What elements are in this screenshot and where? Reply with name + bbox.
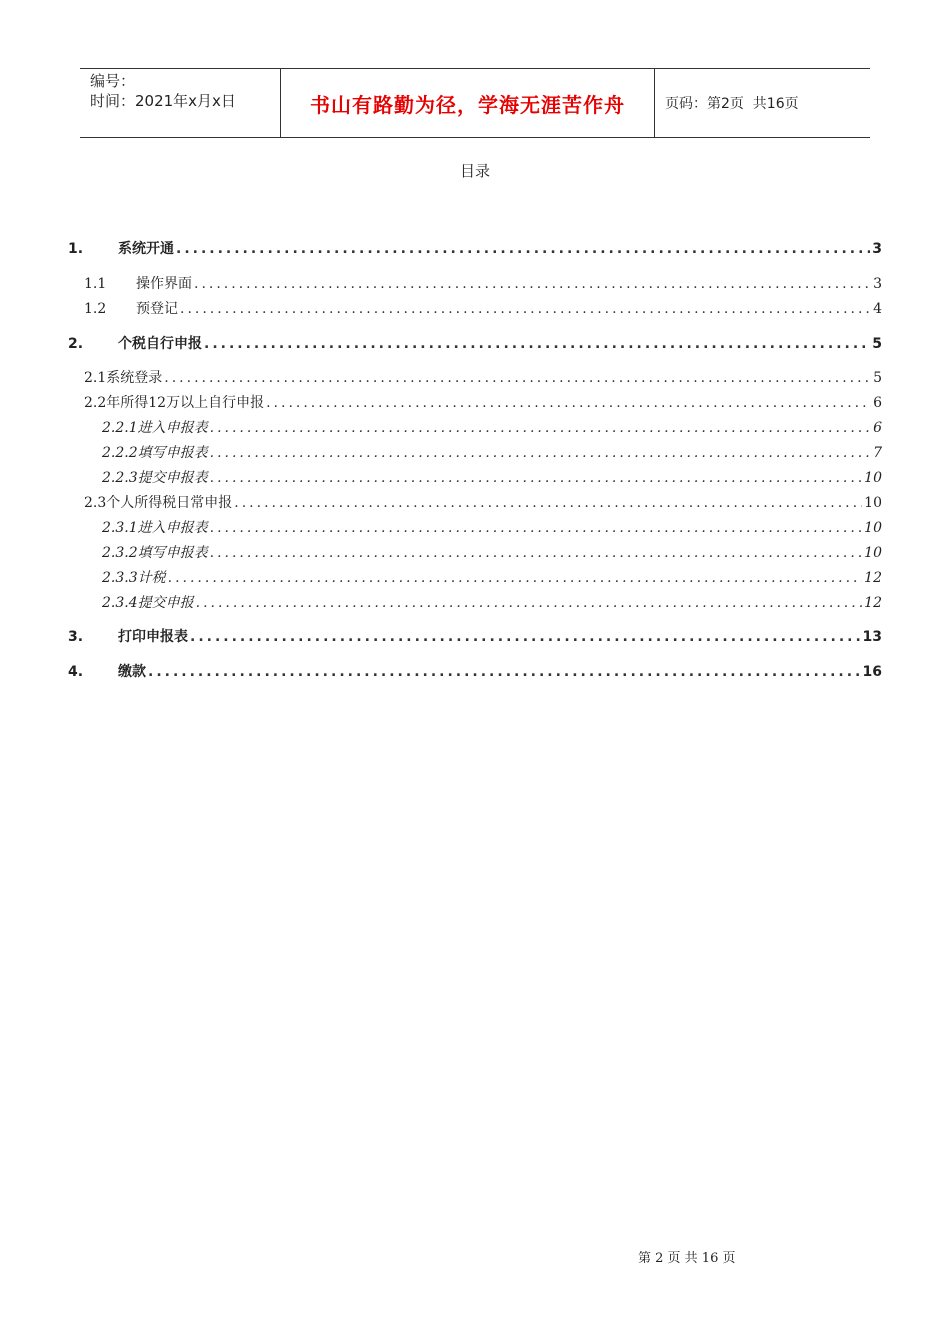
- header-page-info: 页码：第2页 共16页: [665, 96, 799, 112]
- time-label: 时间：2021年x月x日: [90, 92, 236, 110]
- toc-entry-text: 2.3个人所得税日常申报: [84, 495, 233, 511]
- toc-entry-number: 4.: [68, 664, 84, 680]
- toc-leader-dots: [210, 445, 871, 461]
- toc-entry-text: 2.2.3提交申报表: [102, 470, 208, 486]
- toc-entry-text: 2.2.1进入申报表: [102, 420, 208, 436]
- toc-entry-2-3-1[interactable]: [68, 517, 882, 541]
- toc-entry-2-3[interactable]: [68, 492, 882, 516]
- toc-entry-text: 2.2年所得12万以上自行申报: [84, 395, 265, 411]
- toc-entry-page: 13: [862, 629, 882, 645]
- toc-leader-dots: [204, 336, 870, 352]
- toc-entry-number: 1.2: [84, 301, 107, 317]
- page-header: [80, 68, 870, 138]
- toc-leader-dots: [164, 370, 871, 386]
- toc-entry-2-2-2[interactable]: [68, 442, 882, 466]
- toc-entry-text: 2.3.1进入申报表: [102, 520, 208, 536]
- toc-leader-dots: [210, 420, 871, 436]
- page-footer: 第 2 页 共 16 页: [638, 1251, 736, 1266]
- toc-entry-page: 6: [873, 395, 882, 411]
- toc-entry-page: 6: [873, 420, 882, 436]
- toc-entry-text: 个税自行申报: [118, 336, 202, 352]
- toc-entry-text: 2.2.2填写申报表: [102, 445, 208, 461]
- toc-entry-number: 3.: [68, 629, 84, 645]
- toc-entry-page: 16: [862, 664, 882, 680]
- toc-entry-text: 2.1系统登录: [84, 370, 163, 386]
- toc-entry-page: 4: [873, 301, 882, 317]
- toc-entry-number: 1.1: [84, 276, 107, 292]
- toc-entry-3[interactable]: [68, 626, 882, 650]
- toc-entry-text: 缴款: [118, 664, 146, 680]
- toc-leader-dots: [190, 629, 861, 645]
- toc-entry-4[interactable]: [68, 661, 882, 685]
- toc-leader-dots: [168, 570, 863, 586]
- toc-leader-dots: [210, 470, 863, 486]
- toc-entry-page: 10: [864, 495, 882, 511]
- toc-title: 目录: [459, 162, 490, 180]
- toc-leader-dots: [210, 520, 863, 536]
- toc-leader-dots: [210, 545, 863, 561]
- toc-entry-page: 3: [873, 276, 882, 292]
- toc-entry-page: 10: [864, 545, 882, 561]
- toc-entry-2-2-3[interactable]: [68, 467, 882, 491]
- toc-leader-dots: [194, 276, 871, 292]
- toc-entry-page: 5: [873, 370, 882, 386]
- toc-entry-1[interactable]: [68, 238, 882, 262]
- toc-entry-2-2-1[interactable]: [68, 417, 882, 441]
- toc-entry-text: 2.3.4提交申报: [102, 595, 194, 611]
- toc-entry-number: 1.: [68, 241, 84, 257]
- toc-leader-dots: [266, 395, 871, 411]
- toc-entry-text: 2.3.2填写申报表: [102, 545, 208, 561]
- toc-entry-1-1[interactable]: [68, 273, 882, 297]
- toc-entry-page: 5: [872, 336, 882, 352]
- toc-entry-text: 打印申报表: [118, 629, 188, 645]
- toc-leader-dots: [176, 241, 870, 257]
- toc-entry-page: 3: [872, 241, 882, 257]
- toc-entry-2-3-4[interactable]: [68, 592, 882, 616]
- toc-entry-page: 10: [864, 520, 882, 536]
- toc-entry-2-1[interactable]: [68, 367, 882, 391]
- toc-leader-dots: [234, 495, 862, 511]
- toc-entry-page: 7: [873, 445, 882, 461]
- toc-entry-text: 操作界面: [136, 276, 192, 292]
- toc-entry-1-2[interactable]: [68, 298, 882, 322]
- toc-entry-text: 系统开通: [118, 241, 174, 257]
- toc-entry-page: 12: [864, 595, 882, 611]
- toc-entry-2-2[interactable]: [68, 392, 882, 416]
- header-motto: 书山有路勤为径，学海无涯苦作舟: [281, 69, 655, 137]
- toc-entry-page: 12: [864, 570, 882, 586]
- toc-entry-2[interactable]: [68, 333, 882, 357]
- serial-label: 编号：: [90, 72, 136, 90]
- toc-entry-text: 预登记: [136, 301, 178, 317]
- header-left-cell: [80, 69, 281, 137]
- toc-entry-2-3-2[interactable]: [68, 542, 882, 566]
- toc-entry-number: 2.: [68, 336, 84, 352]
- toc-leader-dots: [196, 595, 863, 611]
- toc-entry-text: 2.3.3计税: [102, 570, 166, 586]
- toc-entry-page: 10: [864, 470, 882, 486]
- toc-leader-dots: [148, 664, 861, 680]
- toc-entry-2-3-3[interactable]: [68, 567, 882, 591]
- toc-leader-dots: [180, 301, 871, 317]
